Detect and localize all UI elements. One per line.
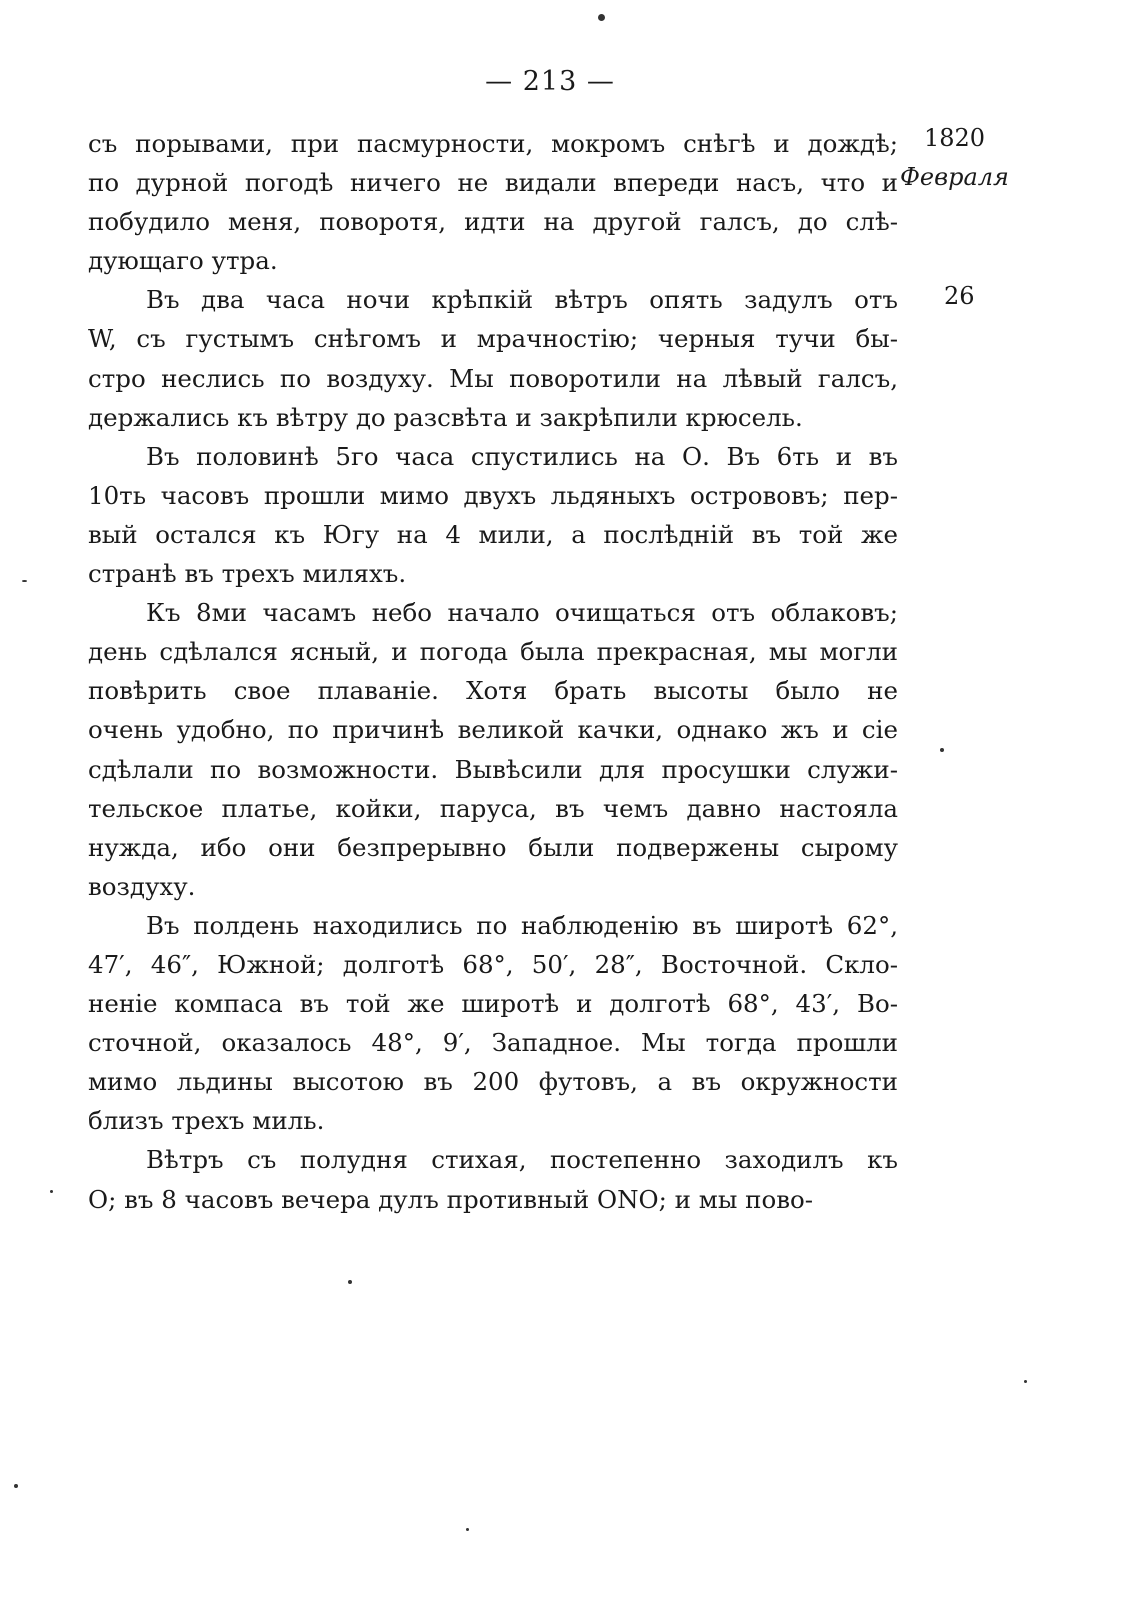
text-line: О; въ 8 часовъ вечера дулъ противный ONO; и мы пово- xyxy=(88,1184,814,1214)
scan-speck xyxy=(466,1528,469,1531)
text-line: вый остался къ Югу на 4 мили, а послѣдній въ той же xyxy=(88,519,898,549)
body-text xyxy=(88,124,898,1219)
text-line: Къ 8ми часамъ небо начало очищаться отъ облаковъ; xyxy=(146,598,898,628)
scan-speck xyxy=(598,14,605,21)
text-line: съ порывами, при пасмурности, мокромъ снѣгѣ и дождѣ; xyxy=(88,129,898,158)
scan-speck xyxy=(348,1280,352,1284)
scan-speck xyxy=(940,748,944,752)
text-line: дующаго утра. xyxy=(88,246,278,276)
text-line: сточной, оказалось 48°, 9′, Западное. Мы тогда прошли xyxy=(88,1028,898,1058)
scan-speck xyxy=(22,580,27,582)
text-line: 47′, 46″, Южной; долготѣ 68°, 50′, 28″, Восточной. Скло- xyxy=(88,949,898,979)
text-line: стро неслись по воздуху. Мы поворотили на лѣвый галсъ, xyxy=(88,363,898,393)
text-line: побудило меня, поворотя, идти на другой галсъ, до слѣ- xyxy=(88,207,898,237)
text-line: нужда, ибо они безпрерывно были подвержены сырому xyxy=(88,832,898,862)
scan-speck xyxy=(14,1484,18,1488)
text-line: мимо льдины высотою въ 200 футовъ, а въ окружности xyxy=(88,1067,898,1097)
text-line: тельское платье, койки, паруса, въ чемъ давно настояла xyxy=(88,793,898,823)
page-number: — 213 — xyxy=(485,66,615,97)
margin-month: Февраля xyxy=(900,163,1009,191)
text-line: 10ть часовъ прошли мимо двухъ льдяныхъ острововъ; пер- xyxy=(88,480,898,510)
text-line: сдѣлали по возможности. Вывѣсили для просушки служи- xyxy=(88,754,898,784)
scan-speck xyxy=(50,1190,53,1193)
text-line: воздуху. xyxy=(88,871,196,901)
text-line: повѣрить свое плаваніе. Хотя брать высоты было не xyxy=(88,676,898,706)
scan-speck xyxy=(1024,1380,1027,1383)
text-line: очень удобно, по причинѣ великой качки, однако жъ и сіе xyxy=(88,715,898,745)
text-line: держались къ вѣтру до разсвѣта и закрѣпили крюсель. xyxy=(88,402,803,432)
text-line: Въ полдень находились по наблюденію въ широтѣ 62°, xyxy=(146,910,898,940)
text-line: день сдѣлался ясный, и погода была прекрасная, мы могли xyxy=(88,637,898,667)
text-line: неніе компаса въ той же широтѣ и долготѣ 68°, 43′, Во- xyxy=(88,989,898,1019)
text-line: странѣ въ трехъ миляхъ. xyxy=(88,559,407,589)
margin-day: 26 xyxy=(944,282,975,310)
text-line: W, съ густымъ снѣгомъ и мрачностію; черныя тучи бы- xyxy=(88,324,898,354)
text-line: Вѣтръ съ полудня стихая, постепенно заходилъ къ xyxy=(146,1145,898,1175)
text-line: близъ трехъ миль. xyxy=(88,1106,325,1136)
text-line: Въ половинѣ 5го часа спустились на О. Въ 6ть и въ xyxy=(146,441,898,471)
text-line: Въ два часа ночи крѣпкій вѣтръ опять задулъ отъ xyxy=(146,285,898,315)
text-line: по дурной погодѣ ничего не видали впереди насъ, что и xyxy=(88,168,898,198)
margin-year: 1820 xyxy=(924,124,986,152)
